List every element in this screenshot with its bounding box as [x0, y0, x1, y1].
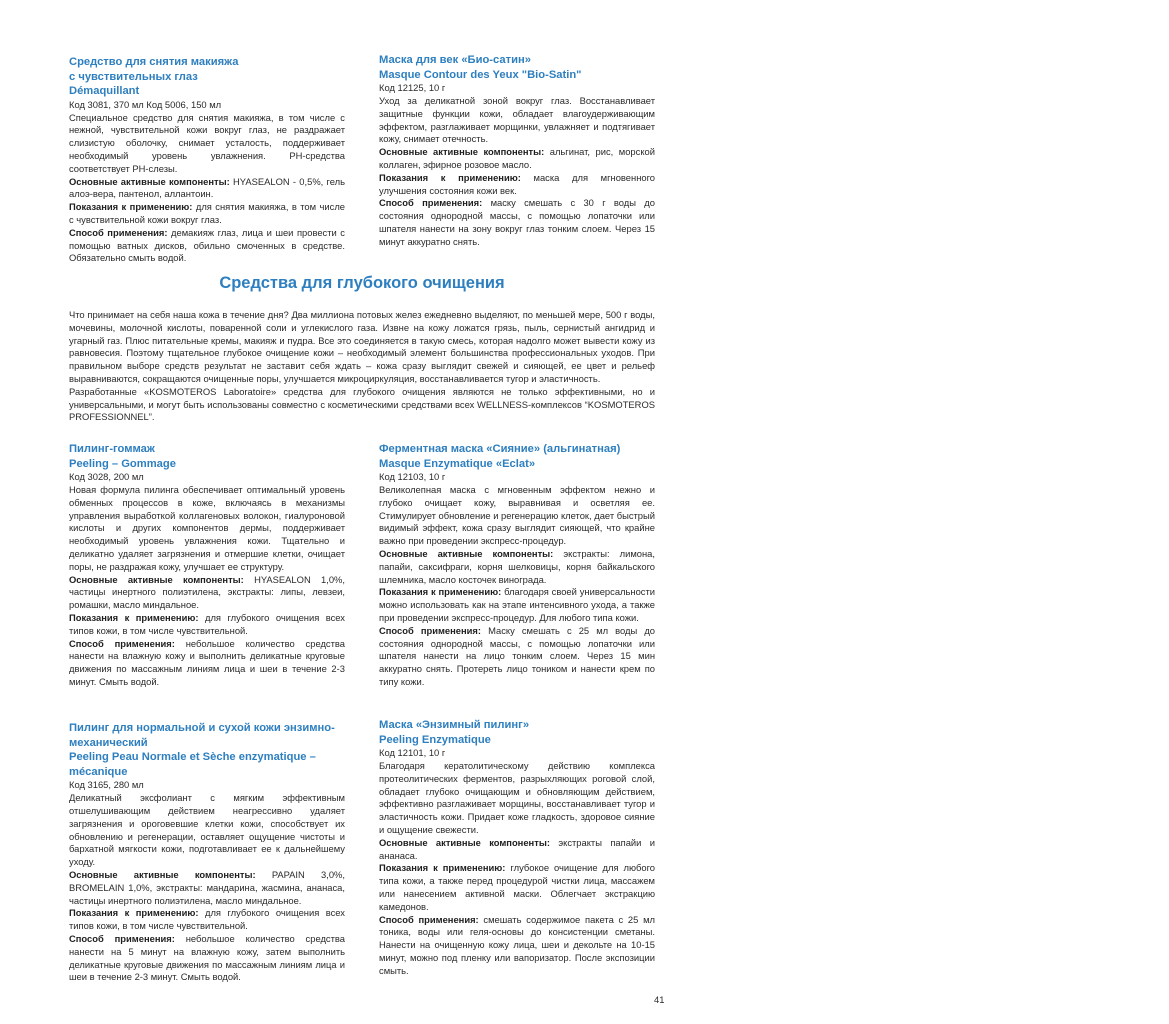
product-indications: Показания к применению: для снятия макияжа, в том числе с чувствительной кожи вокруг глаз. — [69, 201, 346, 225]
product-method: Способ применения: небольшое количество средства нанести на 5 минут на влажную кожу, затем выполнить деликатные круговые движения по массажным линиям лица и шеи в течение 2-3 минут. Смыть водой. — [69, 932, 345, 983]
product-description: Уход за деликатной зоной вокруг глаз. Восстанавливает защитные функции кожи, обладает влагоудерживающим эффектом, разглаживает морщинки, увлажняет и подтягивает кожу, снимает отечность. — [379, 94, 655, 145]
product-title: Пилинг-гоммаж — [69, 443, 155, 455]
product-components: Основные активные компоненты: альгинат, рис, морской коллаген, эфирное розовое масло. — [379, 146, 655, 170]
product-subtitle: Peeling Peau Normale et Sèche enzymatique – — [69, 751, 316, 764]
product-title: Ферментная маска «Сияние» (альгинатная) — [379, 443, 621, 455]
product-subtitle: Masque Contour des Yeux "Bio-Satin" — [379, 68, 582, 81]
product-subtitle: Masque Enzymatique «Eclat» — [379, 457, 536, 470]
product-description: Специальное средство для снятия макияжа, в том числе с нежной, чувствительной кожи вокруг глаз, не раздражает слизистую оболочку, снимает усталость, поддерживает необходимый уровень увлажнения. PH-средства соответствует PH-слезы. — [69, 111, 345, 174]
product-code: Код 3165, 280 мл — [69, 779, 144, 791]
section-heading: Средства для глубокого очищения — [219, 274, 505, 292]
product-code: Код 3081, 370 мл Код 5006, 150 мл — [69, 98, 222, 110]
product-normale-seche — [69, 721, 345, 984]
product-title: с чувствительных глаз — [69, 70, 198, 83]
intro-paragraph: Разработанные «KOSMOTEROS Laboratoire» средства для глубокого очищения являются не только эффективными, но и универсальными, и могут быть использованы совместно с косметическими средствами всех WELLNESS-комплексов “KOSMOTEROS PROFESSIONNEL”. — [69, 385, 655, 423]
product-title: механический — [69, 736, 148, 749]
product-method: Способ применения: небольшое количество средства нанести на влажную кожу и выполнить деликатные круговые движения по массажным линиям лица и шеи в течение 2-3 минут. Смыть водой. — [69, 637, 345, 687]
product-demaquillant — [69, 55, 345, 265]
page-number: 41 — [654, 994, 665, 1005]
product-components: Основные активные компоненты: PAPAIN 3,0%, BROMELAIN 1,0%, экстракты: мандарина, жасмина, ананаса, частицы инертного полиэтилена, масло миндальное. — [69, 868, 345, 906]
intro-paragraph: Что принимает на себя наша кожа в течение дня? Два миллиона потовых желез ежедневно выделяют, по меньшей мере, 500 г воды, мочевины, молочной кислоты, поваренной соли и углекислого газа. Извне на кожу ложатся грязь, пыль, сернистый ангидрид и угарный газ. Плюс питательные кремы, макияж и пудра. Все это соединяется в такую смесь, которая надолго может вывести кожу из равновесия. Поэтому тщательное глубокое очищение кожи – необходимый элемент большинства профессиональных уходов. При правильном выборе средств результат не заставит себя ждать – кожа сразу выглядит свежей и сияющей, ее цвет и рельеф выравниваются, сокращаются очищенные поры, улучшается микроциркуляция, восстанавливается тугор и эластичность. — [69, 309, 655, 384]
product-components: Основные активные компоненты: HYASEALON - 0,5%, гель алоэ-вера, пантенол, аллантоин. — [69, 175, 345, 200]
product-subtitle: Peeling – Gommage — [69, 457, 176, 470]
product-description: Великолепная маска с мгновенным эффектом нежно и глубоко очищает кожу, выравнивая и осветляя ее. Стимулирует обновление и регенерацию клеток, дает быстрый видимый эффект, кожа сразу выглядит сияющей, что крайне важно при проведении экспресс-процедур. — [379, 483, 656, 547]
product-title: Пилинг для нормальной и сухой кожи энзимно- — [69, 722, 335, 734]
product-indications: Показания к применению: для глубокого очищения всех типов кожи, в том числе чувствительной. — [69, 907, 345, 932]
product-code: Код 3028, 200 мл — [69, 471, 144, 483]
product-gommage — [69, 442, 345, 689]
product-method: Способ применения: маску смешать с 30 г воды до состояния однородной массы, с помощью лопаточки или шпателя нанести на зону вокруг глаз тонким слоем. Через 15 минут аккуратно снять. — [379, 197, 655, 247]
product-enzymatique — [379, 718, 655, 978]
section-intro — [69, 309, 655, 424]
product-description: Деликатный эксфолиант с мягким эффективным отшелушивающим действием неагрессивно удаляет загрязнения и ороговевшие клетки кожи, способствует их обновлению и регенерации, оставляет ощущение чистоты и бархатной мягкости кожи, подготавливает ее к дальнейшему уходу. — [69, 792, 345, 868]
product-components: Основные активные компоненты: HYASEALON 1,0%, частицы инертного полиэтилена, экстракты: липы, левзеи, ромашки, масло миндальное. — [69, 573, 345, 611]
product-subtitle: Démaquillant — [69, 85, 140, 98]
product-description: Благодаря кератолитическому действию комплекса протеолитических ферментов, разрыхляющих роговой слой, обладает глубоко очищающим и обновляющим действием, эффективно разглаживает морщины, восстанавливает тугор и эластичность кожи. Придает коже гладкость, здоровое сияние и ощущение свежести. — [379, 759, 655, 835]
product-eclat — [379, 442, 655, 689]
product-indications: Показания к применению: маска для мгновенного улучшения состояния кожи век. — [379, 171, 656, 196]
product-method: Способ применения: смешать содержимое пакета с 25 мл тоника, воды или геля-основы до консистенции сметаны. Нанести на очищенную кожу лица, шеи и декольте на 10-15 минут, можно под пленку или вапоризатор. После экспозиции смыть. — [379, 913, 655, 976]
product-subtitle: mécanique — [69, 765, 128, 778]
product-components: Основные активные компоненты: экстракты папайи и ананаса. — [379, 836, 655, 861]
product-biosatin — [379, 53, 655, 249]
product-components: Основные активные компоненты: экстракты: лимона, папайи, саксифраги, корня шелковицы, корня байкальского шлемника, масло косточек винограда. — [379, 547, 655, 585]
product-subtitle: Peeling Enzymatique — [379, 733, 491, 746]
product-method: Способ применения: демакияж глаз, лица и шеи провести с помощью ватных дисков, обильно смоченных в средстве. Обязательно смыть водой. — [69, 226, 345, 264]
product-code: Код 12103, 10 г — [379, 471, 446, 483]
product-indications: Показания к применению: благодаря своей универсальности можно использовать как на этапе интенсивного ухода, а также при проведении экспресс-процедур. Для любого типа кожи. — [379, 586, 655, 623]
product-code: Код 12125, 10 г — [379, 82, 446, 94]
product-title: Маска для век «Био-сатин» — [379, 54, 531, 66]
product-indications: Показания к применению: глубокое очищение для любого типа кожи, а также перед процедурой чистки лица, массажем или нанесением активной маски. Облегчает экстракцию камедонов. — [379, 862, 656, 912]
product-method: Способ применения: Маску смешать с 25 мл воды до состояния однородной массы, с помощью лопаточки или шпателя нанести на лицо тонким слоем. Через 15 мин аккуратно снять. Протереть лицо тоником и нанести крем по типу кожи. — [379, 624, 655, 687]
product-indications: Показания к применению: для глубокого очищения всех типов кожи, в том числе чувствительной. — [69, 611, 345, 636]
product-title: Средство для снятия макияжа — [69, 56, 239, 68]
product-title: Маска «Энзимный пилинг» — [379, 719, 530, 731]
product-description: Новая формула пилинга обеспечивает оптимальный уровень обменных процессов в коже, включаясь в механизмы управления выработкой коллагеновых волокон, гиалуроновой кислоты и других компонентов дермы, поддерживает необходимый уровень увлажнения кожи. Тщательно и деликатно удаляет загрязнения и отмершие клетки, очищает поры, не раздражая кожу, улучшает ее структуру. — [69, 483, 345, 572]
product-code: Код 12101, 10 г — [379, 747, 446, 759]
